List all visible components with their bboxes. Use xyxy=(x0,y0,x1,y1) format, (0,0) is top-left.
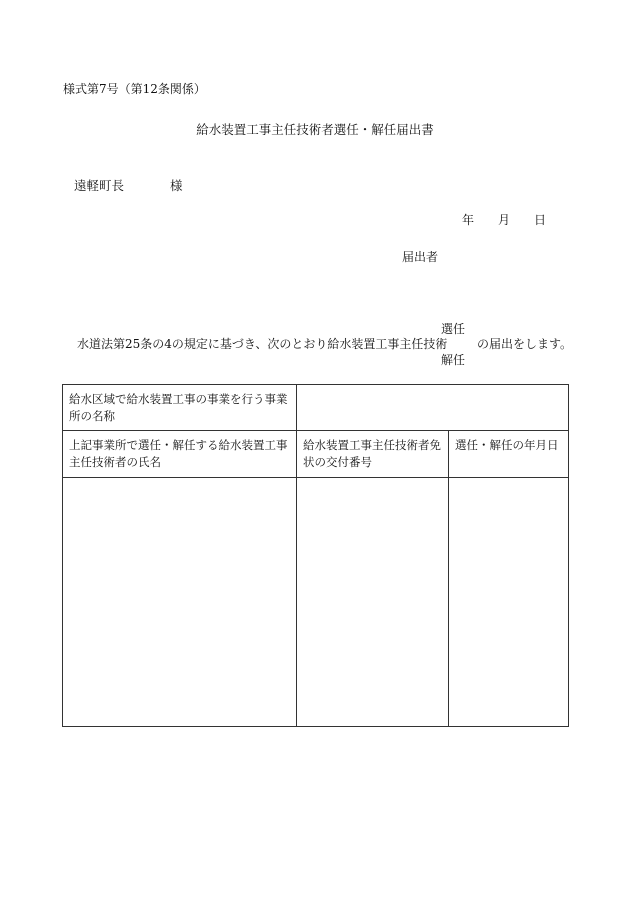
notifier-label: 届出者 xyxy=(402,250,439,264)
header-appoint-date: 選任・解任の年月日 xyxy=(449,431,569,477)
document-title: 給水装置工事主任技術者選任・解任届出書 xyxy=(196,122,434,137)
date-month-label: 月 xyxy=(498,213,511,227)
option-appoint[interactable]: 選任 xyxy=(441,322,466,336)
notification-table xyxy=(62,384,569,727)
office-name-field[interactable] xyxy=(297,385,569,431)
technician-name-field[interactable] xyxy=(63,477,297,726)
addressee-honorific: 様 xyxy=(170,178,183,193)
statement-prefix: 水道法第25条の4の規定に基づき、次のとおり給水装置工事主任技術 xyxy=(77,337,448,351)
date-day-label: 日 xyxy=(534,213,547,227)
statement-suffix: の届出をします。 xyxy=(477,337,573,351)
addressee-name: 遠軽町長 xyxy=(74,178,125,193)
appoint-date-field[interactable] xyxy=(449,477,569,726)
option-dismiss[interactable]: 解任 xyxy=(441,353,466,367)
office-name-label: 給水区域で給水装置工事の事業を行う事業所の名称 xyxy=(63,385,297,431)
form-number: 様式第7号（第12条関係） xyxy=(63,82,206,96)
license-number-field[interactable] xyxy=(297,477,449,726)
header-technician-name: 上記事業所で選任・解任する給水装置工事主任技術者の氏名 xyxy=(63,431,297,477)
date-year-label: 年 xyxy=(462,213,475,227)
header-license-number: 給水装置工事主任技術者免状の交付番号 xyxy=(297,431,449,477)
